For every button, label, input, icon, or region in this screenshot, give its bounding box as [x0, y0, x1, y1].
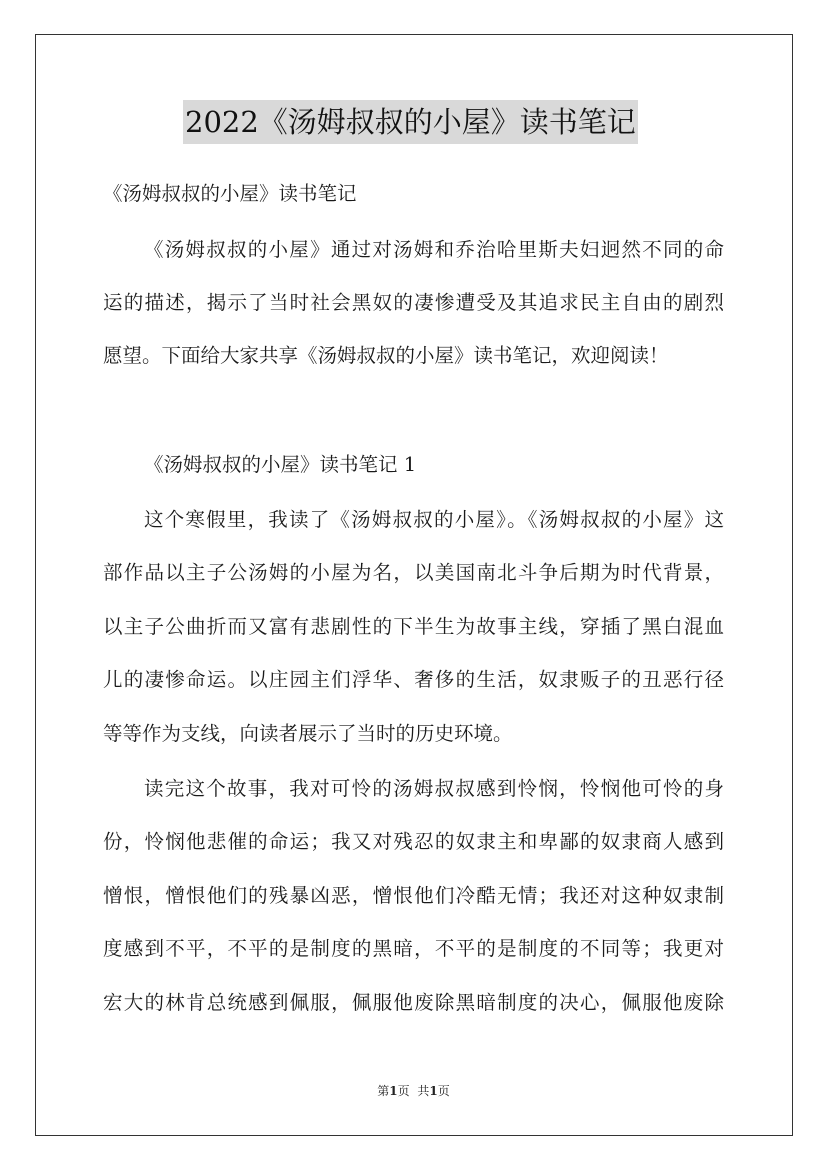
footer-total-prefix: 共 [417, 1084, 430, 1098]
document-subtitle: 《汤姆叔叔的小屋》读书笔记 [103, 182, 357, 205]
intro-line: 愿望。下面给大家共享《汤姆叔叔的小屋》读书笔记，欢迎阅读！ [103, 344, 669, 367]
paragraph-line: 这个寒假里，我读了《汤姆叔叔的小屋》。《汤姆叔叔的小屋》这 [144, 508, 724, 531]
paragraph-line: 以主子公曲折而又富有悲剧性的下半生为故事主线，穿插了黑白混血 [103, 615, 724, 638]
paragraph-line: 部作品以主子公汤姆的小屋为名，以美国南北斗争后期为时代背景， [103, 561, 724, 584]
paragraph-line: 等等作为支线，向读者展示了当时的历史环境。 [103, 722, 513, 745]
paragraph-line: 憎恨，憎恨他们的残暴凶恶，憎恨他们冷酷无情；我还对这种奴隶制 [103, 884, 724, 907]
footer-page-suffix: 页 [397, 1084, 410, 1098]
footer-total-suffix: 页 [437, 1084, 450, 1098]
paragraph-line: 份，怜悯他悲催的命运；我又对残忍的奴隶主和卑鄙的奴隶商人感到 [103, 830, 724, 853]
paragraph-line: 宏大的林肯总统感到佩服，佩服他废除黑暗制度的决心，佩服他废除 [103, 991, 724, 1014]
document-title: 2022《汤姆叔叔的小屋》读书笔记 [183, 100, 638, 144]
intro-line: 运的描述，揭示了当时社会黑奴的凄惨遭受及其追求民主自由的剧烈 [103, 291, 724, 314]
paragraph-line: 儿的凄惨命运。以庄园主们浮华、奢侈的生活，奴隶贩子的丑恶行径 [103, 668, 724, 691]
footer-total-number: 1 [429, 1084, 438, 1098]
page-footer [0, 1082, 827, 1099]
section-heading: 《汤姆叔叔的小屋》读书笔记 1 [144, 453, 417, 476]
paragraph-line: 度感到不平，不平的是制度的黑暗，不平的是制度的不同等；我更对 [103, 937, 724, 960]
intro-line: 《汤姆叔叔的小屋》通过对汤姆和乔治哈里斯夫妇迥然不同的命 [144, 238, 724, 261]
footer-page-number: 1 [389, 1084, 398, 1098]
footer-page-prefix: 第 [377, 1084, 390, 1098]
paragraph-line: 读完这个故事，我对可怜的汤姆叔叔感到怜悯，怜悯他可怜的身 [144, 777, 724, 800]
